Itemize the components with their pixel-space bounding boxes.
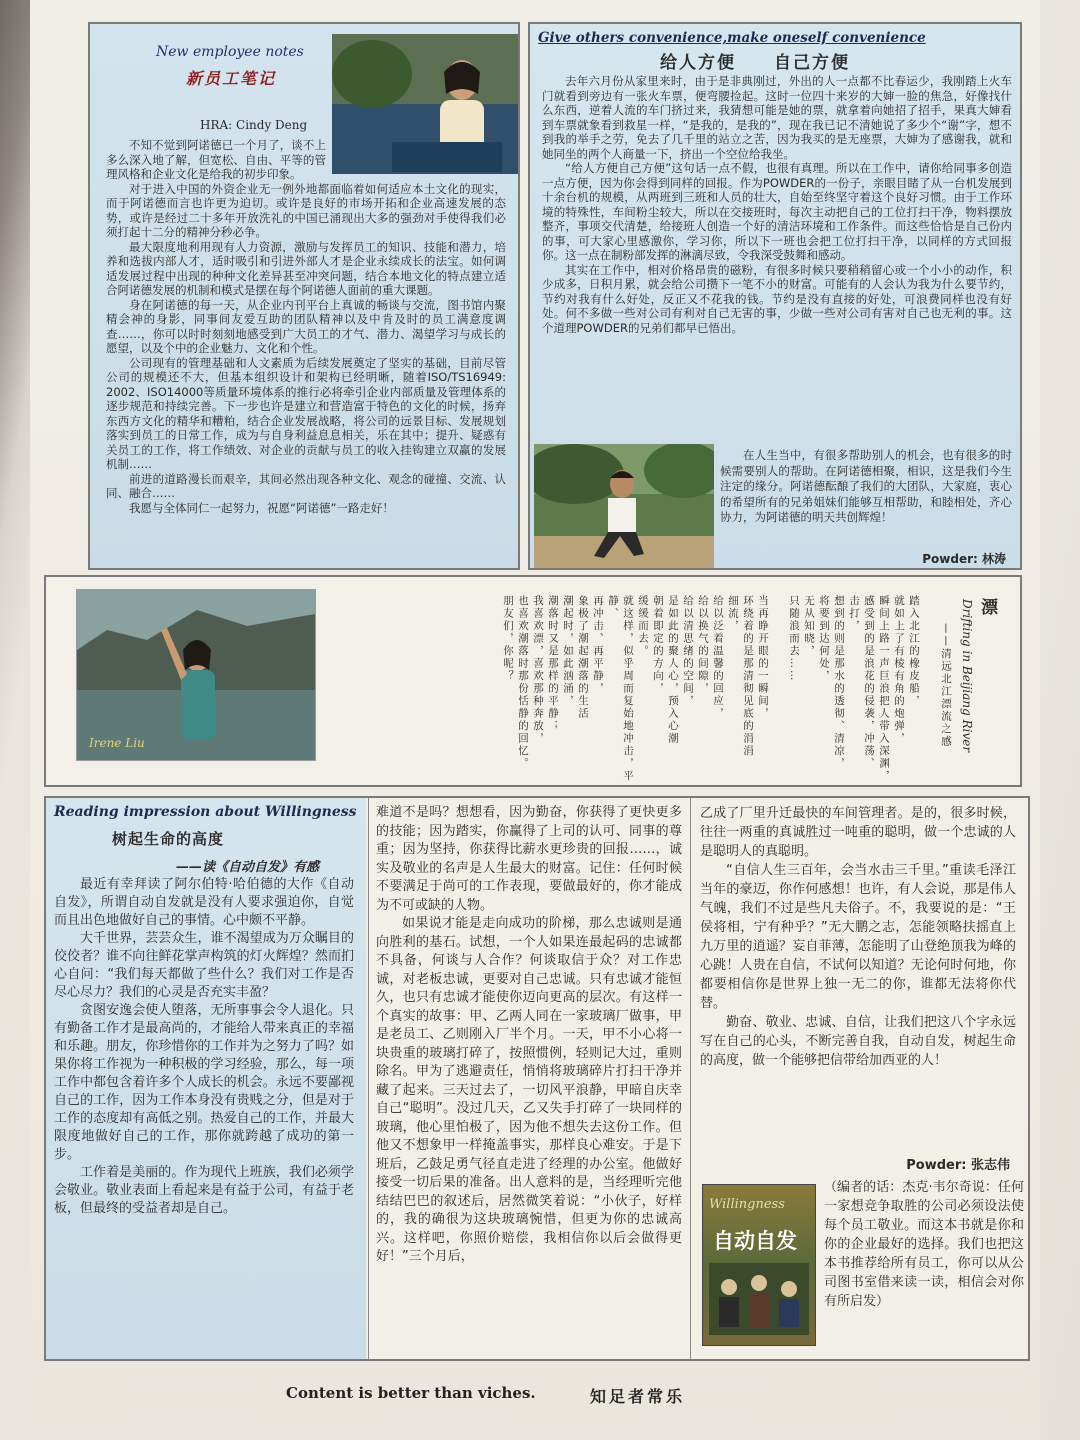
poem-line: 给以清思绪的空间， <box>682 595 694 708</box>
poem-gap <box>771 595 785 785</box>
paragraph: 不知不觉到阿诺德已一个月了，谈不上多么深入地了解，但宽松、自由、平等的管理风格和企业文化是给我的初步印象。 <box>106 138 326 181</box>
paragraph: 工作着是美丽的。作为现代上班族，我们必须学会敬业。敬业表面上看起来是有益于公司，有益于老板，但最终的受益者却是自己。 <box>54 1165 354 1216</box>
column-divider <box>690 798 691 1359</box>
article-title-zh: 新员工笔记 <box>186 69 277 88</box>
paragraph: 最大限度地利用现有人力资源，激励与发挥员工的知识、技能和潜力，培养和选拔内部人才，适时吸引和引进外部人才是企业永续成长的法宝。如何调适发展过程中出现的种种文化差异甚至冲突问题，结合本地文化的特点建立适合阿诺德发展的机制和模式是摆在每个阿诺德人面前的重大课题。 <box>106 239 506 297</box>
article-subtitle: ——读《自动自发》有感 <box>176 860 320 875</box>
paragraph: “给人方便自己方便”这句话一点不假，也很有真理。所以在工作中，请你给同事多创造一点方便，因为你会得到同样的回报。作为POWDER的一份子，亲眼目睹了从一台机发展到十余台机的规模，从两班到三班和人员的壮大，自始至终坚守着这个良好习惯。由于工作环境的特殊性，车间粉尘较大，所以在交接班时，每次主动把自己的工位打扫干净，物料摆放整齐，事项交代清楚，给接班人创造一个好的清洁环境和工作条件。而这些恰恰是自己份内的事，可大家心里感激你，学习你，所以下一班也会把工位打扫干净，以同样的方式回报你。这一点在制粉部发挥的淋漓尽致，令我深受鼓舞和感动。 <box>542 161 1012 262</box>
column-divider <box>368 798 369 1359</box>
poem-line: 将要到达何处， <box>818 595 830 683</box>
article-title-en: Reading impression about Willingness <box>54 804 357 820</box>
article-body <box>542 74 1012 335</box>
poem-subtitle-zh: ——清远北江漂流之感 <box>940 623 952 748</box>
article-title-zh: 给人方便 自己方便 <box>660 53 850 73</box>
poem-line: 细流， <box>727 595 739 633</box>
poem-line: 瞬间上路一声巨浪把人带入深渊， <box>878 595 890 783</box>
poem-line: 无从知晓， <box>803 595 815 658</box>
paragraph: 如果说才能是走向成功的阶梯，那么忠诚则是通向胜利的基石。试想，一个人如果连最起码的忠诚都不具备，何谈与人合作？何谈取信于众？对工作忠诚，对老板忠诚，更要对自己忠诚。只有忠诚才能恒久，也只有忠诚才能使你迈向更高的层次。有这样一个真实的故事：甲、乙两人同在一家玻璃厂做事，甲是老员工、乙则刚入厂半个月。一天，甲不小心将一块贵重的玻璃打碎了，按照惯例，轻则记大过，重则除名。甲为了逃避责任，悄悄将玻璃碎片打扫干净并藏了起来。三天过去了，一切风平浪静，甲暗自庆幸自己“聪明”。没过几天，乙又失手打碎了一块同样的玻璃，他心里怕极了，因为他不想失去这份工作。但他又不想象甲一样掩盖事实，那样良心难安。于是下班后，乙鼓足勇气径直走进了经理的办公室。他做好接受一切后果的准备。出人意料的是，当经理听完他结结巴巴的叙述后，居然微笑着说：“小伙子，好样的，我的确很为这块玻璃惋惜，但更为你的忠诚高兴。这样吧，你照价赔偿，我相信你以后会做得更好！”三个月后， <box>376 916 682 1264</box>
poem-line: 潮落时又是那样的平静； <box>547 595 559 733</box>
poem-line: 只随浪而去…… <box>788 595 800 683</box>
poem-line: 想到的则是那水的透彻、清凉， <box>833 595 845 770</box>
poem-line: 踏入北江的橡皮船， <box>908 595 920 708</box>
poem-line: 也喜欢潮落时那份恬静的回忆。 <box>517 595 529 770</box>
paragraph: 贪图安逸会使人堕落，无所事事会令人退化。只有勤备工作才是最高尚的，才能给人带来真正的幸福和乐趣。朋友，你珍惜你的工作并为之努力了吗？如果你将工作视为一种积极的学习经验，那么，每一项工作中都包含着许多个人成长的机会。永远不要鄙视自己的工作，因为工作本身没有贵贱之分，但是对于工作的态度却有高低之别。热爱自己的工作，并最大限度地做好自己的工作，那你就跨越了成功的第一步。 <box>54 1003 354 1162</box>
editor-note: （编者的话：杰克·韦尔奇说：任何一家想竞争取胜的公司必须设法使每个员工敬业。而这本书就是你和你的企业最好的选择。我们也把这本书推荐给所有员工，你可以从公司图书室借来读一读，相信会对你有所启发） <box>824 1180 1024 1309</box>
paragraph: 难道不是吗？想想看，因为勤奋，你获得了更快更多的技能；因为踏实，你赢得了上司的认可、同事的尊重；因为坚持，你获得比薪水更珍贵的回报……，诚实及敬业的名声是人生最大的财富。记住：任何时候不要满足于尚可的工作表现，要做最好的，你才能成为不可或缺的人物。 <box>376 805 682 913</box>
article-title-zh: 树起生命的高度 <box>112 830 225 848</box>
author-byline: HRA: Cindy Deng <box>200 118 308 132</box>
traveler-photo <box>76 589 316 761</box>
book-cover <box>702 1184 816 1346</box>
willingness-article-panel <box>44 796 1030 1361</box>
paragraph: 身在阿诺德的每一天，从企业内刊平台上真诚的畅谈与交流，图书馆内聚精会神的身影，同事间友爱互助的团队精神以及中肯及时的员工满意度调查……，你可以时时刻刻地感受到广大员工的才气、潜力、渴望学习与成长的愿望，以及个中的企业魅力、文化和个性。 <box>106 297 506 355</box>
poem-line: 当再睁开眼的一瞬间， <box>757 595 769 720</box>
author-photo <box>534 444 714 570</box>
poem-line: 环绕着的是那清彻见底的涓涓 <box>742 595 754 758</box>
paragraph: 去年六月份从家里来时，由于是非典刚过，外出的人一点都不比春运少，我刚踏上火车门就看到旁边有一张火车票，便弯腰捡起。这时一位四十来岁的大婶一脸的焦急，好像找什么东西，逆着人流的车门挤过来，我猜想可能是她的票，就拿着向她招了招手，果真大婶看到车票就象看到救星一样，“是我的，是我的”，现在我已记不清她说了多少个“谢”字，想不到我的举手之劳，免去了几千里的站立之苦，因为我买的是无座票，大婶为了感谢我，就和她同坐的两个人商量一下，挤出一个空位给我坐。 <box>542 74 1012 161</box>
footer-chinese: 知足者常乐 <box>590 1387 686 1406</box>
article-title-en: Give others convenience,make oneself convenience <box>538 30 926 46</box>
paragraph: 前进的道路漫长而艰辛，其间必然出现各种文化、观念的碰撞、交流、认同、融合…… <box>106 471 506 500</box>
book-title-zh: 自动自发 <box>713 1229 797 1253</box>
article-body <box>106 138 506 515</box>
paragraph: “自信人生三百年，会当水击三千里。”重读毛泽江当年的豪迈，你作何感想！也许，有人会说，那是伟人气魄，我们不过是些凡夫俗子。不，我要说的是：“王侯将相，宁有种乎？”无大鹏之志，怎能领略扶摇直上九万里的逍遥？妄自菲薄，怎能明了山登绝顶我为峰的心跳！人贵在自信，不试何以知道？无论何时何地，你都要相信你是世界上独一无二的你，谁都无法将你代替。 <box>700 863 1016 1011</box>
paragraph: 乙成了厂里升迁最快的车间管理者。是的，很多时候，往往一两重的真诚胜过一吨重的聪明，做一个忠诚的人是聪明人的真聪明。 <box>700 806 1016 859</box>
paragraph: 大千世界，芸芸众生，谁不渴望成为万众瞩目的佼佼者？谁不向往鲜花掌声构筑的灯火辉煌？然而扪心自问：“我们每天都做了些什么？我们对工作是否尽心尽力？我们的心灵是否充实丰盈？ <box>54 931 354 1000</box>
article-column-3 <box>700 804 1016 1070</box>
paragraph: 在人生当中，有很多帮助别人的机会，也有很多的时候需要别人的帮助。在阿诺德相聚，相识，这是我们今生注定的缘分。阿诺德酝酿了我们的大团队，大家庭，衷心的希望所有的兄弟姐妹们能够互相帮助，和睦相处，齐心协力，为阿诺德的明天共创辉煌！ <box>720 448 1012 524</box>
paragraph: 公司现有的管理基础和人文素质为后续发展奠定了坚实的基础，目前尽管公司的规模还不大，但基本组织设计和架构已经明晰，随着ISO/TS16949: 2002、ISO14000等质量环境体系的推行必将牵引企业内部质量及管理体系的逐步规范和持续完善。下一步也许是建立和营造富于特色的文化的时候，扬弃东西方文化的精华和糟粕，结合企业发展战略，将公司的远景目标、发展规划落实到员工的日常工作，成为与自身利益息息相关，乐在其中；提升、疑惑有关员工的工作，将工作绩效、对企业的贡献与员工的收入挂钩建立双赢的发展机制…… <box>106 355 506 471</box>
poem-line: 再冲击、再平静， <box>592 595 604 695</box>
poem-line: 象极了潮起潮落的生活 <box>577 595 589 720</box>
new-employee-notes-panel <box>88 22 520 570</box>
footer-english: Content is better than viches. <box>286 1384 536 1402</box>
poem-line: 静、 <box>607 595 619 620</box>
book-title-en: Willingness <box>709 1197 785 1212</box>
poem-line: 是如此的聚人心，预入心潮 <box>667 595 679 745</box>
photo-caption: Irene Liu <box>89 736 145 750</box>
poem-line: 给以换气的间隙， <box>697 595 709 695</box>
poem-line: 就这样，似乎周而复始地冲击，平 <box>622 595 634 783</box>
article-column-2 <box>376 804 682 1267</box>
author-signature: Powder: 林涛 <box>922 552 1006 566</box>
poem-title: 漂 <box>981 598 998 618</box>
poem-line: 缓缓而去。 <box>637 595 649 658</box>
poem-line: 击打， <box>848 595 860 633</box>
paragraph: 勤奋、敬业、忠诚、自信，让我们把这八个字永远写在自己的心头，不断完善自我，自动自发，树起生命的高度，做一个能够把信带给加西亚的人！ <box>700 1015 1016 1068</box>
poem-line: 潮起时，如此汹涌， <box>562 595 574 708</box>
poem-subtitle-en: Drifting in Beijiang River <box>960 599 974 753</box>
poem-line: 感受到的是浪花的侵袭，冲荡、 <box>863 595 875 770</box>
book-cover-illustration <box>709 1263 809 1335</box>
poem-line: 就如上了有棱有角的炮弹， <box>893 595 905 745</box>
article-column-1 <box>54 876 354 1218</box>
poem-line: 我喜欢漂，喜欢那种奔放， <box>532 595 544 745</box>
closing-line: 我愿与全体同仁一起努力，祝愿“阿诺德”一路走好！ <box>129 500 394 515</box>
article-closing <box>720 448 1012 526</box>
article-title-en: New employee notes <box>156 44 304 60</box>
poem-line: 朝着即定的方向， <box>652 595 664 695</box>
paragraph: 最近有幸拜读了阿尔伯特·哈伯德的大作《自动自发》，所谓自动自发就是没有人要求强迫你，自觉而且出色地做好自己的事情。心中颇不平静。 <box>54 877 354 928</box>
poem-line: 朋友们，你呢？ <box>502 595 514 683</box>
drifting-poem-panel <box>44 575 1022 787</box>
author-signature: Powder: 张志伟 <box>906 1158 1010 1173</box>
poem-line: 给以泛着温馨的回应， <box>712 595 724 720</box>
poem-header <box>932 593 1002 783</box>
convenience-article-panel <box>528 22 1022 570</box>
poem-columns <box>320 595 920 785</box>
paragraph: 对于进入中国的外资企业无一例外地都面临着如何适应本土文化的现实，而于阿诺德而言也许更为迫切。或许是良好的市场开拓和企业高速发展的态势，或许是经过二十多年开放洗礼的中国已涌现出大多的强劲对手使得我们必须打起十二分的精神分秒必争。 <box>106 181 506 239</box>
paragraph: 其实在工作中，相对价格昂贵的磁粉，有很多时候只要稍稍留心或一个小小的动作，积少成多，日积月累，就会给公司攒下一笔不小的财富。可能有的人会认为我为什么要节约，节约对我有什么好处，反正又不花我的钱。节约是没有直接的好处，可浪费同样也没有好处。何不多做一些对公司有利对自己无害的事，少做一些对公司有害对自己也无利的事。这个道理POWDER的兄弟们都早已悟出。 <box>542 262 1012 335</box>
